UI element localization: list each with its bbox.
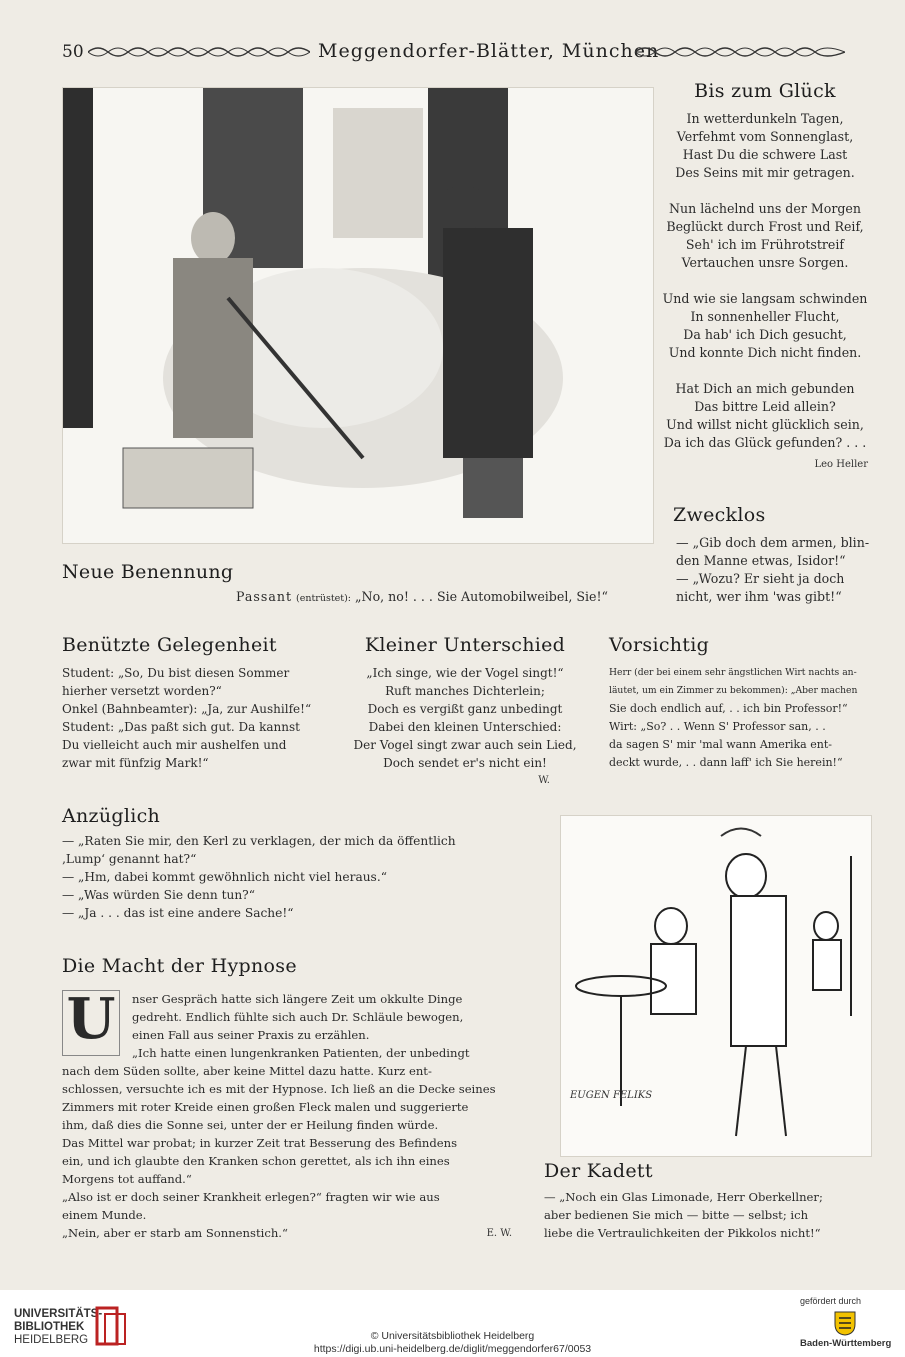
text-line: — „Ja . . . das ist eine andere Sache!“	[62, 906, 294, 920]
text-line: — „Gib doch dem armen, blin-	[676, 535, 870, 550]
poem-line: Dabei den kleinen Unterschied:	[368, 720, 562, 734]
text-line: Wirt: „So? . . Wenn S' Professor san, . .	[609, 720, 826, 733]
text-line: nach dem Süden sollte, aber keine Mittel dazu hatte. Kurz ent-	[62, 1064, 432, 1078]
text-line: Zimmers mit roter Kreide einen großen Fleck malen und suggerierte	[62, 1100, 469, 1114]
poem-line: Hast Du die schwere Last	[682, 147, 848, 162]
poem-line: Beglückt durch Frost und Reif,	[666, 219, 864, 234]
text-line: gedreht. Endlich fühlte sich auch Dr. Schläule bewogen,	[132, 1010, 464, 1024]
library-name	[14, 1308, 102, 1347]
library-name-line: UNIVERSITÄTS-	[14, 1308, 103, 1320]
hypnose-text	[62, 1062, 517, 1242]
copyright-notice: © Universitätsbibliothek Heidelberg	[370, 1330, 535, 1342]
text-line: den Manne etwas, Isidor!“	[676, 553, 846, 568]
text-line: Herr (der bei einem sehr ängstlichen Wirt nachts an-	[609, 667, 857, 678]
hypnose-title: Die Macht der Hypnose	[62, 955, 297, 977]
text-line: nser Gespräch hatte sich längere Zeit um okkulte Dinge	[132, 992, 463, 1006]
library-name-line: BIBLIOTHEK	[14, 1321, 85, 1333]
poem-line: Und willst nicht glücklich sein,	[666, 417, 864, 432]
state-coat-of-arms-icon	[833, 1310, 857, 1336]
vorsichtig-text	[609, 664, 874, 772]
speaker: Passant	[236, 589, 293, 604]
poem-line: „Ich singe, wie der Vogel singt!“	[366, 666, 564, 680]
kleiner-unterschied-title: Kleiner Unterschied	[364, 634, 566, 656]
anzueglich-title: Anzüglich	[62, 805, 161, 827]
text-line: zwar mit fünfzig Mark!“	[62, 756, 209, 770]
poem-line: Und konnte Dich nicht finden.	[668, 345, 862, 360]
benuetzte-gelegenheit-title: Benützte Gelegenheit	[62, 634, 277, 656]
text-line: ‚Lump‘ genannt hat?“	[62, 852, 197, 866]
page-number: 50	[62, 42, 84, 62]
text-line: aber bedienen Sie mich — bitte — selbst; ich	[544, 1208, 809, 1222]
anzueglich-text	[62, 832, 522, 922]
kadett-text	[544, 1188, 869, 1242]
poem-title: Bis zum Glück	[694, 80, 836, 102]
poem-line: Der Vogel singt zwar auch sein Lied,	[353, 738, 577, 752]
text-line: deckt wurde, . . dann laff' ich Sie herein!“	[609, 756, 843, 769]
poem-line: Vertauchen unsre Sorgen.	[681, 255, 849, 270]
text-line: — „Raten Sie mir, den Kerl zu verklagen, der mich da öffentlich	[62, 834, 456, 848]
text-line: schlossen, versuchte ich es mit der Hypnose. Ich ließ an die Decke seines	[62, 1082, 496, 1096]
text-line: ein, und ich glaubte den Kranken schon gerettet, als ich ihn eines	[62, 1154, 450, 1168]
source-url-link[interactable]: https://digi.ub.uni-heidelberg.de/diglit/meggendorfer67/0053	[313, 1343, 592, 1355]
sponsor-name: Baden-Württemberg	[800, 1338, 892, 1349]
kleiner-unterschied-author: W.	[538, 775, 550, 786]
library-name-line: HEIDELBERG	[14, 1334, 89, 1346]
text-line: „Also ist er doch seiner Krankheit erlegen?“ fragten wir wie aus	[62, 1190, 440, 1204]
text-line: „Nein, aber er starb am Sonnenstich.“	[62, 1226, 288, 1240]
quote: „No, no! . . . Sie Automobilweibel, Sie!“	[355, 589, 608, 604]
footer-bar	[0, 1290, 905, 1357]
street-sweeper-illustration	[62, 87, 654, 544]
text-line: läutet, um ein Zimmer zu bekommen): „Aber machen	[609, 685, 858, 696]
poem-line: Hat Dich an mich gebunden	[675, 381, 855, 396]
poem-line: Verfehmt vom Sonnenglast,	[676, 129, 854, 144]
poem-line: Ruft manches Dichterlein;	[385, 684, 545, 698]
poem-line: Nun lächelnd uns der Morgen	[669, 201, 861, 216]
poem-body	[660, 110, 870, 452]
text-line: — „Wozu? Er sieht ja doch	[676, 571, 845, 586]
library-logo-icon	[93, 1304, 129, 1348]
text-line: Onkel (Bahnbeamter): „Ja, zur Aushilfe!“	[62, 702, 312, 716]
poem-line: Des Seins mit mir getragen.	[675, 165, 855, 180]
magazine-title: Meggendorfer-Blätter, München	[318, 40, 660, 62]
dropcap-letter: U	[62, 990, 120, 1056]
poem-line: Da hab' ich Dich gesucht,	[683, 327, 847, 342]
poem-line: Doch es vergißt ganz unbedingt	[367, 702, 563, 716]
text-line: — „Noch ein Glas Limonade, Herr Oberkellner;	[544, 1190, 823, 1204]
text-line: einem Munde.	[62, 1208, 147, 1222]
text-line: liebe die Vertraulichkeiten der Pikkolos nicht!“	[544, 1226, 821, 1240]
text-line: Student: „So, Du bist diesen Sommer	[62, 666, 290, 680]
text-line: hierher versetzt worden?“	[62, 684, 222, 698]
text-line: Student: „Das paßt sich gut. Da kannst	[62, 720, 300, 734]
cadet-cafe-illustration	[560, 815, 872, 1157]
poem-line: Da ich das Glück gefunden? . . .	[663, 435, 867, 450]
kadett-title: Der Kadett	[544, 1160, 653, 1182]
text-line: ihm, daß dies die Sonne sei, unter der er Heilung finden würde.	[62, 1118, 439, 1132]
hypnose-text-indented	[132, 990, 512, 1062]
text-line: Du vielleicht auch mir aushelfen und	[62, 738, 287, 752]
text-line: „Ich hatte einen lungenkranken Patienten, der unbedingt	[132, 1046, 470, 1060]
text-line: — „Was würden Sie denn tun?“	[62, 888, 255, 902]
kleiner-unterschied-poem	[340, 664, 590, 772]
poem-line: Seh' ich im Frührotstreif	[685, 237, 845, 252]
text-line: einen Fall aus seiner Praxis zu erzählen.	[132, 1028, 370, 1042]
sponsor-label: gefördert durch	[800, 1296, 862, 1306]
header-ornament-left	[88, 44, 310, 60]
text-line: Das Mittel war probat; in kurzer Zeit trat Besserung des Befindens	[62, 1136, 458, 1150]
text-line: Sie doch endlich auf, . . ich bin Professor!“	[609, 702, 848, 715]
neue-benennung-text	[236, 588, 646, 608]
benuetzte-gelegenheit-text	[62, 664, 332, 772]
illustration-signature: EUGEN FELIKS	[570, 1090, 653, 1101]
stage-note: (entrüstet):	[296, 593, 352, 604]
text-line: — „Hm, dabei kommt gewöhnlich nicht viel heraus.“	[62, 870, 387, 884]
hypnose-author: E. W.	[486, 1228, 512, 1239]
poem-line: Das bittre Leid allein?	[694, 399, 836, 414]
poem-line: Und wie sie langsam schwinden	[662, 291, 868, 306]
text-line: Morgens tot auffand.“	[62, 1172, 192, 1186]
neue-benennung-title: Neue Benennung	[62, 561, 234, 583]
text-line: nicht, wer ihm 'was gibt!“	[676, 589, 842, 604]
zwecklos-text	[676, 534, 876, 606]
text-line: da sagen S' mir 'mal wann Amerika ent-	[609, 738, 832, 751]
poem-line: Doch sendet er's nicht ein!	[383, 756, 547, 770]
poem-line: In wetterdunkeln Tagen,	[686, 111, 844, 126]
header-ornament-right	[635, 44, 845, 60]
poem-author: Leo Heller	[814, 459, 868, 470]
poem-line: In sonnenheller Flucht,	[690, 309, 840, 324]
zwecklos-title: Zwecklos	[673, 504, 766, 526]
vorsichtig-title: Vorsichtig	[609, 634, 710, 656]
